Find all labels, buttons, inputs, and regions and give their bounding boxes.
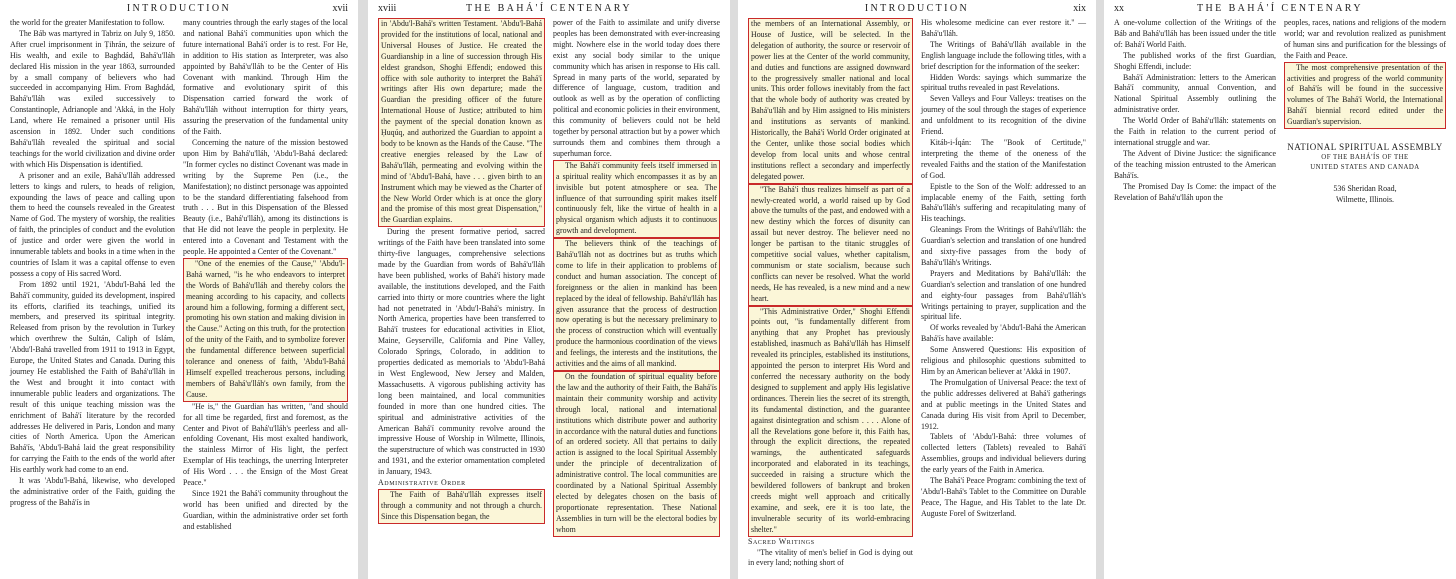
paragraph: The most comprehensive presentation of the activities and progress of the world community of Bahá'ís will be found in the successive volumes of The Bahá'í World, the International Bahá'í biennial record edited under the Guardian's supervision.: [1284, 62, 1446, 129]
paragraph: Tablets of 'Abdu'l-Bahá: three volumes of collected letters (Tablets) revealed to Bahá'í Assemblies, groups and individual believers during the early years of the Faith in America.: [921, 432, 1086, 475]
paragraph: "This Administrative Order," Shoghi Effendi points out, "is fundamentally different from anything that any Prophet has previously established, inasmuch as Bahá'u'lláh has Himself revealed its principles, established its institutions, appointed the person to interpret His Word and conferred the necessary authority on the body designed to supplement and apply His legislative ordinances. Therein lies the secret of its strength, its fundamental distinction, and the guarantee against disintegration and schism . . . . Alone of all the Revelations gone before it, this Faith has, through the explicit directions, the repeated warnings, the authenticated safeguards incorporated and elaborated in its teachings, succeeded in raising a structure which the bewildered followers of bankrupt and broken creeds might well approach and critically examine, and seek, ere it is too late, the invulnerable security of its world-embracing shelter.": [748, 306, 913, 537]
paragraph: His wholesome medicine can ever restore it." —Bahá'u'lláh.: [921, 18, 1086, 38]
paragraph: Gleanings From the Writings of Bahá'u'lláh: the Guardian's selection and translation of one hundred and sixty-five passages from the body of Bahá'u'lláh's Writings.: [921, 225, 1086, 267]
publisher-name: NATIONAL SPIRITUAL ASSEMBLY: [1287, 142, 1443, 153]
paragraph: "He is," the Guardian has written, "and should for all time be regarded, first and foremost, as the Center and Pivot of Bahá'u'lláh's peerless and all-enfolding Covenant, His most exalted handiwork, the stainless Mirror of His light, the perfect Exemplar of His teachings, the unerring Interpreter of His Word . . . the Ensign of the Most Great Peace.": [183, 401, 348, 488]
page-number: xix: [1073, 3, 1086, 14]
paragraph: in 'Abdu'l-Bahá's written Testament. 'Abdu'l-Bahá provided for the institutions of local, national and Universal Houses of Justice. He created the Guardianship in a line of succession through His eldest grandson, Shoghi Effendi; endowed this office with sole authority to interpret the Bahá'í writings after His own departure; made the Guardian the presiding officer of the future International House of Justice; attributed to him the payment of the special donation known as Ḥuqúq, and authorized the Guardian to appoint a body to be known as the Hands of the Cause. "The creative energies released by the Law of Bahá'u'lláh, permeating and evolving within the mind of 'Abdu'l-Bahá, have . . . given birth to an Instrument which may be viewed as the Charter of the New World Order which is at once the glory and the promise of this most great Dispensation," the Guardian explains.: [378, 18, 545, 227]
paragraph: Prayers and Meditations by Bahá'u'lláh: the Guardian's selection and translation of one hundred and eighty-four passages from Bahá'u'lláh's Writings pertaining to prayer, supplication and the spiritual life.: [921, 268, 1086, 322]
page: [368, 0, 730, 579]
text-column: [921, 18, 1086, 569]
paragraph: Concerning the nature of the mission bestowed upon Him by Bahá'u'lláh, 'Abdu'l-Bahá declared: "In former cycles no distinct Covenant was made in writing by the Supreme Pen (i.e., the Manifestation); no distinct personage was appointed to be the standard differentiating falsehood from truth . . . But in this Dispensation of the Blessed Beauty (i.e., Bahá'u'lláh), among its distinctions is that He did not leave the people in perplexity. He entered into a Covenant and Testament with the people. He appointed a Center of the Covenant.": [183, 137, 349, 257]
page: [1104, 0, 1456, 579]
running-header: [378, 3, 720, 18]
running-title: INTRODUCTION: [864, 3, 970, 14]
running-title: THE BAHÁ'Í CENTENARY: [466, 3, 632, 14]
paragraph: the members of an International Assembly, or House of Justice, will be selected. In the delegation of authority, the source or reservoir of power lies at the Center of the world community, and duties and functions are assigned downward to the progressively smaller national and local units. This order follows inevitably from the fact that the whole body of authority was created by Bahá'u'lláh and by Him assigned to His ministers and institutions as servants of mankind. Historically, the Bahá'í World Order originated at the Center, unlike those social bodies which develop from local units and whose central institutions reflect a secondary and imperfectly delegated power.: [748, 18, 913, 184]
paragraph: From 1892 until 1921, 'Abdu'l-Bahá led the Bahá'í community, guided its development, inspired its efforts, clarified its teachings, unified its members, and preserved its spiritual integrity. Released from prison by the revolution in Turkey which overthrew the Sultán, Caliph of Islám, 'Abdu'l-Bahá travelled from 1911 to 1913 in Egypt, Europe, the United States and Canada. During this journey He established the Faith of Bahá'u'lláh in the West and brought it into contact with innumerable public leaders and organizations. The result of this unique teaching mission was the enrichment of Bahá'í literature by the recorded addresses He delivered in Paris, London and many cities of North America. Upon the American Bahá'ís, 'Abdu'l-Bahá laid the great responsibility for carrying the Faith to the ends of the world after His earthly work had come to an end.: [10, 279, 175, 475]
section-heading: Administrative Order: [378, 478, 466, 488]
page: [738, 0, 1096, 579]
text-column: [10, 18, 175, 533]
paragraph: On the foundation of spiritual equality before the law and the authority of their Faith, the Bahá'ís maintain their community worship and activity through local, national and international institutions which distribute power and authority in accordance with the natural duties and functions of an ordered society. All that pertains to daily action is assigned to the local Spiritual Assembly under the principle of decentralization of administrative control. The local communities are coordinated by a National Spiritual Assembly elected by delegates chosen on the basis of proportionate representation. These National Assemblies in turn will be the electoral bodies by whom: [553, 371, 720, 537]
paragraph: the world for the greater Manifestation to follow.: [10, 18, 165, 27]
paragraph: The Promised Day Is Come: the impact of the Revelation of Bahá'u'lláh upon the: [1114, 181, 1276, 202]
paragraph: Seven Valleys and Four Valleys: treatises on the journey of the soul through the stages of experience and unfoldment to its recognition of the divine Friend.: [921, 94, 1086, 137]
text-column: [748, 18, 913, 569]
section-heading: Sacred Writings: [748, 536, 815, 546]
text-column: [1114, 18, 1276, 205]
page-number: xx: [1114, 3, 1124, 14]
publisher-block: [1284, 141, 1446, 205]
paragraph: The Promulgation of Universal Peace: the text of the public addresses delivered at Bahá'í gatherings and at public meetings in the United States and Canada during His visit from April to December, 1912.: [921, 377, 1086, 431]
paragraph: "The vitality of men's belief in God is dying out in every land; nothing short of: [748, 547, 913, 568]
paragraph: A one-volume collection of the Writings of the Báb and Bahá'u'lláh has been issued under the title of: Bahá'í World Faith.: [1114, 18, 1276, 49]
paragraph: During the present formative period, sacred writings of the Faith have been translated into some thirty-five languages, comprehensive selections made by the Guardian from words of Bahá'u'lláh have been published, works of Bahá'í history made available, the institutions developed, and the Faith carried into thirty or more countries where the light had not penetrated in 'Abdu'l-Bahá's ministry. In North America, properties have been transferred to Bahá'í trustees for educational activities in Eliot, Maine, Geyserville, California and Pine Valley, Colorado Springs, Colorado, in addition to properties dedicated as memorials to 'Abdu'l-Bahá in West Englewood, New Jersey and Malden, Massachusetts. A vigorous publishing activity has long been maintained, and local communities founded in more than one hundred cities. The spiritual and administrative activities of the American Bahá'í community revolve around the impressive House of Worship in Wilmette, Illinois, the superstructure of which was constructed in 1930 and 1931, and the exterior ornamentation completed in January, 1943.: [378, 227, 545, 477]
paragraph: The published works of the first Guardian, Shoghi Effendi, include:: [1114, 50, 1276, 71]
page-number: xviii: [378, 3, 397, 14]
paragraph: "One of the enemies of the Cause," 'Abdu'l-Bahá warned, "is he who endeavors to interpret the Words of Bahá'u'lláh and thereby colors the meaning according to his capacity, and collects around him a following, forming a different sect, promoting his own station and making division in the Cause." Acting on this truth, for the protection of the unity of the Faith, and to symbolize forever the fundamental difference between superficial tolerance and oneness of faith, 'Abdu'l-Bahá Himself expelled treacherous persons, including members of Bahá'u'lláh's own family, from the Cause.: [183, 258, 348, 402]
text-column: [1284, 18, 1446, 205]
paragraph: Some Answered Questions: His exposition of religious and philosophic questions submitted to Him by an American believer at 'Akká in 1907.: [921, 345, 1086, 376]
paragraph: Hidden Words: sayings which summarize the spiritual truths revealed in past Revelations.: [921, 72, 1086, 93]
running-header: [748, 3, 1086, 18]
paragraph: Bahá'í Administration: letters to the American Bahá'í community, annual Convention, and National Spiritual Assembly outlining the administrative order.: [1114, 72, 1276, 115]
paragraph: Since 1921 the Bahá'í community throughout the world has been unified and directed by the Guardian, within the administrative order set forth and established: [183, 488, 348, 531]
publisher-region: UNITED STATES AND CANADA: [1310, 164, 1420, 172]
paragraph: A prisoner and an exile, Bahá'u'lláh addressed letters to kings and rulers, to heads of religion, expounding the laws of peace and calling upon them to heed the counsels revealed in the Greatest Name of God. The mystery of worship, the realities of faith, the principles of conduct and the evolution of justice and order were given the world in innumerable tablets and books in a time when in the countries of Islam it was a capital offense to even possess a copy of His sacred Word.: [10, 170, 175, 278]
page: [0, 0, 358, 579]
paragraph: The Faith of Bahá'u'lláh expresses itself through a community and not through a church. Since this Dispensation began, the: [378, 489, 545, 524]
page-gutter: [730, 0, 738, 579]
paragraph: Of works revealed by 'Abdu'l-Bahá the American Bahá'ís have available:: [921, 323, 1086, 344]
paragraph: The Báb was martyred in Tabriz on July 9, 1850. After cruel imprisonment in Ṭihrán, the seizure of His wealth, and exile to Baghdád, Bahá'u'lláh declared His mission in the year 1863, surrounded by a small company of believers who had succeeded in accompanying Him. From Baghdád, Bahá'u'lláh was exiled successively to Constantinople, Adrianople and 'Akká, in the Holy Land, where He remained a prisoner until His ascension in 1892. Under such conditions Bahá'u'lláh revealed the spiritual and social teachings for the world civilization and divine order with which His Dispensation is identified.: [10, 28, 175, 169]
paragraph: many countries through the early stages of the local and national Bahá'í communities upon which the future international Bahá'í order is to rest. For He, in addition to His station as Interpreter, was also appointed by Bahá'u'lláh to be the Center of His Covenant with mankind. Through Him the formative and evolutionary spirit of this Dispensation carried forward the work of Bahá'u'lláh without interruption for thirty years, assuring the preservation of the fundamental unity of the Faith.: [183, 18, 348, 137]
paragraph: The Advent of Divine Justice: the significance of the teaching mission entrusted to the American Bahá'ís.: [1114, 148, 1276, 180]
running-header: [1114, 3, 1446, 18]
text-column: [378, 18, 545, 537]
publisher-subtitle: OF THE BAHÁ'ÍS OF THE: [1321, 154, 1409, 162]
paragraph: The Writings of Bahá'u'lláh available in the English language include the following titles, with a brief description for the information of the seeker:: [921, 39, 1086, 71]
publisher-address: 536 Sheridan Road,: [1333, 184, 1397, 194]
paragraph: The World Order of Bahá'u'lláh: statements on the Faith in relation to the current period of international struggle and war.: [1114, 116, 1276, 147]
publisher-city: Wilmette, Illinois.: [1335, 195, 1395, 205]
paragraph: The Bahá'í Peace Program: combining the text of 'Abdu'l-Bahá's Tablet to the Committee on Durable Peace, The Hague, and His Tablet to the late Dr. Auguste Forel of Switzerland.: [921, 476, 1086, 518]
paragraph: Epistle to the Son of the Wolf: addressed to an implacable enemy of the Faith, setting forth Bahá'u'lláh's suffering and recapitulating many of His teachings.: [921, 181, 1086, 224]
running-title: INTRODUCTION: [126, 3, 232, 14]
running-header: [10, 3, 348, 18]
page-gutter: [358, 0, 368, 579]
paragraph: "The Bahá'í thus realizes himself as part of a newly-created world, a world raised up by God above the tumults of the past, and endowed with a new destiny which the forces of disunity can assail but never destroy. The believer need no longer be partisan to the titanic struggles of competitive social values, whether capitalism, communism or state socialism, because such conflicts can never be resolved. What the world needs, He has revealed, is a new mind and a new heart.: [748, 184, 913, 306]
paragraph: Kitáb-i-Íqán: The "Book of Certitude," interpreting the theme of the oneness of the revealed Faiths and the station of the Manifestation of God.: [921, 137, 1086, 180]
page-number: xvii: [332, 3, 348, 14]
paragraph: power of the Faith to assimilate and unify diverse peoples has been demonstrated with ever-increasing might. Nowhere else in the world today does there exist any social body similar to the unique community which has arisen in response to His call. Spread in many parts of the world, separated by difference of language, custom, tradition and outlook as well as by the operation of conflicting political and economic policies in their environment, this community of believers could not be held together by personal attraction but by a power which surrounds them and combines them through a superhuman force.: [553, 18, 720, 158]
page-gutter: [1096, 0, 1104, 579]
text-column: [553, 18, 720, 537]
text-column: [183, 18, 348, 533]
running-title: THE BAHÁ'Í CENTENARY: [1197, 3, 1363, 14]
paragraph: The Bahá'í community feels itself immersed in a spiritual reality which encompasses it as by an invisible but potent atmosphere or sea. The influence of that surrounding spirit makes itself continuously felt, like the virtue of health in a physical organism which adjusts it to continuous growth and development.: [553, 160, 720, 238]
paragraph: peoples, races, nations and religions of the modern world; war and revolution realized as punishment of human sins and purification for the blessings of the Faith and Peace.: [1284, 18, 1446, 60]
paragraph: The believers think of the teachings of Bahá'u'lláh not as doctrines but as truths which come to life in their application to problems of conduct and human association. The concept of foreignness or the alien in mankind has been replaced by the ideal of fellowship. Bahá'u'lláh has given assurance that the process of destruction now operating is but the necessary preliminary to the process of construction which will eventually produce the harmonious coordination of the views and feelings, the interests and the institutions, the activities and the aims of all mankind.: [553, 238, 720, 371]
paragraph: It was 'Abdu'l-Bahá, likewise, who developed the administrative order of the Faith, guiding the progress of the Bahá'ís in: [10, 476, 175, 507]
